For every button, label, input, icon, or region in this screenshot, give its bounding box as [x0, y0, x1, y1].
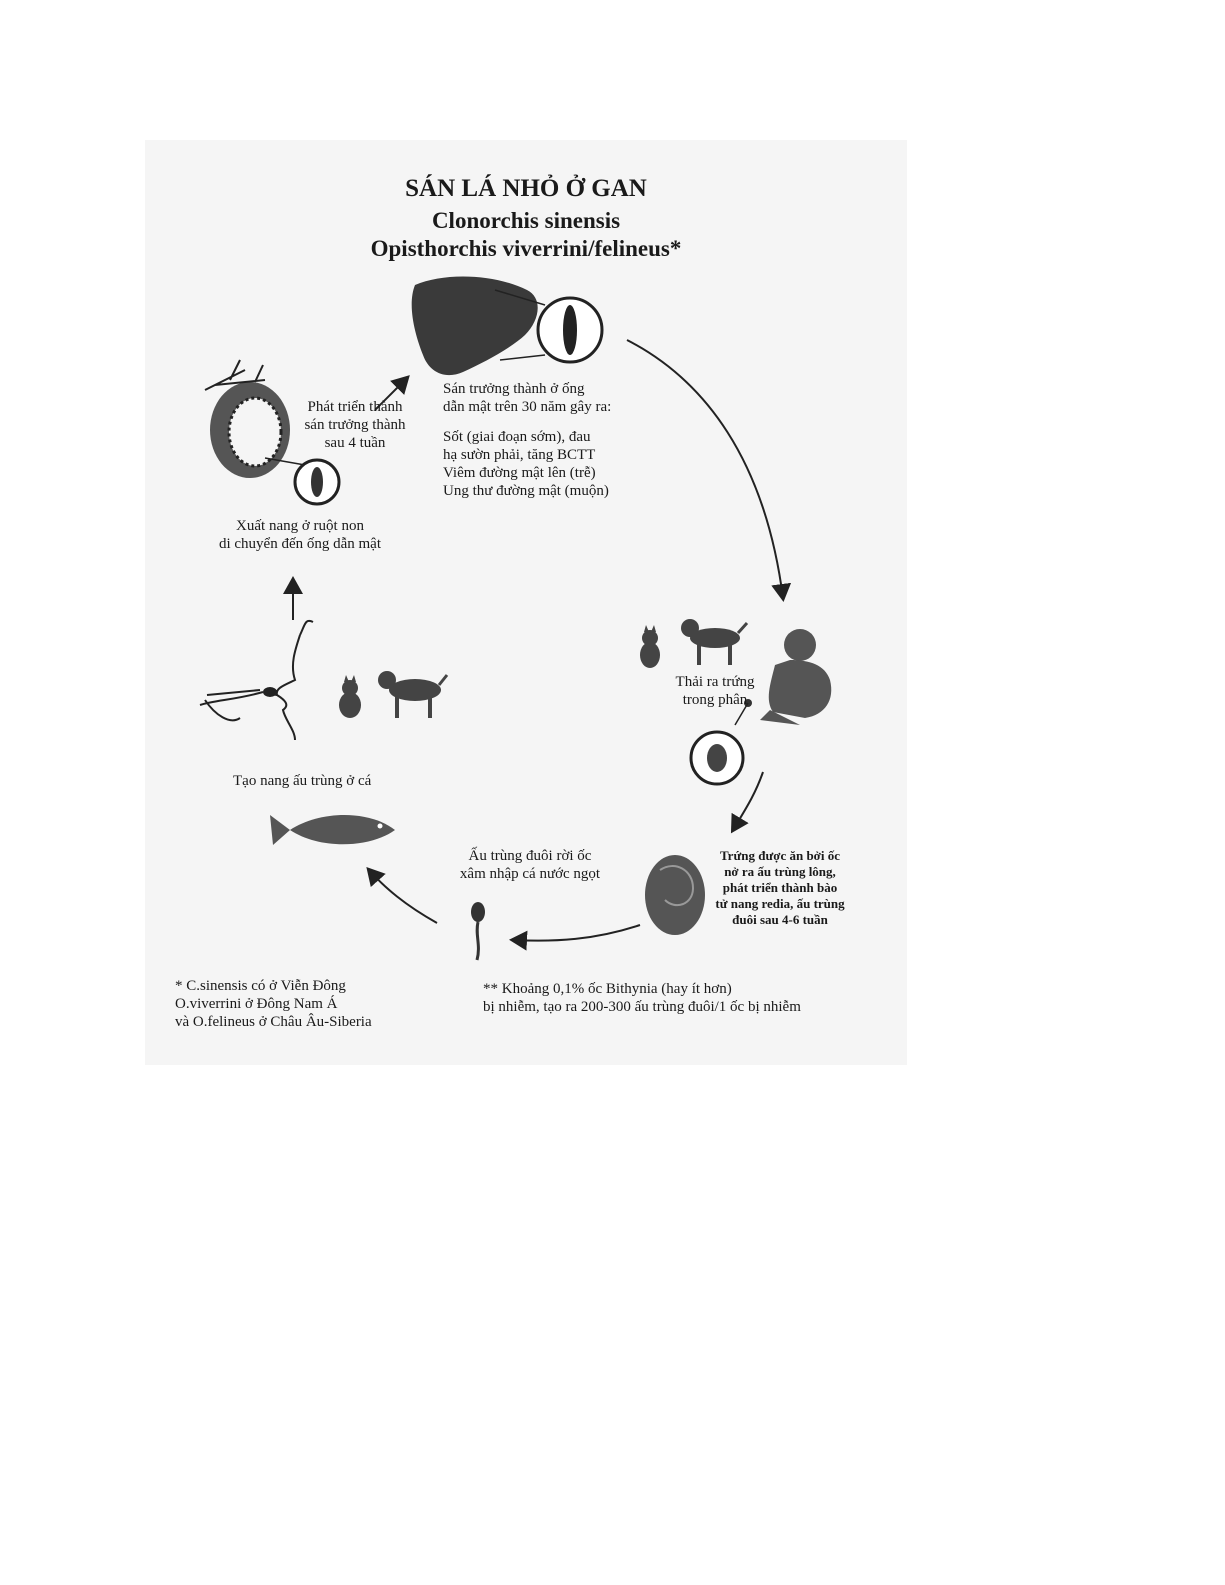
snail-icon — [645, 855, 705, 935]
arrow-snail-to-cercaria — [513, 925, 640, 941]
develop-stage-label: Phát triển thành sán trưởng thành sau 4 tuần — [304, 399, 406, 451]
adult-stage-label: Sán trưởng thành ở ống dẫn mật trên 30 năm gây ra: — [443, 381, 612, 415]
excystation-label: Xuất nang ở ruột non di chuyển đến ống dẫn mật — [218, 518, 382, 552]
fish-cyst-label: Tạo nang ấu trùng ở cá — [233, 773, 372, 789]
arrow-egg-to-snail — [733, 772, 763, 830]
species-name-2: Opisthorchis viverrini/felineus* — [370, 236, 682, 261]
cat-icon — [339, 675, 361, 718]
dog-icon — [681, 619, 747, 665]
adult-effects-list: Sốt (giai đoạn sớm), đau hạ sườn phải, tăng BCTT Viêm đường mật lên (trễ) Ung thư đường mật (muộn) — [443, 429, 609, 499]
arrow-cercaria-to-fish — [369, 870, 437, 923]
diagram-title: SÁN LÁ NHỎ Ở GAN — [405, 175, 647, 202]
snail-stage-label: Trứng được ăn bởi ốc nở ra ấu trùng lông, phát triển thành bào tử nang redia, ấu trùng đuôi sau 4-6 tuần — [715, 848, 845, 927]
species-name-1: Clonorchis sinensis — [431, 208, 621, 233]
cercaria-icon — [471, 902, 485, 960]
human-eating-raw-fish-icon — [200, 621, 313, 740]
fish-icon — [270, 815, 395, 845]
footnote-distribution: * C.sinensis có ở Viễn Đông O.viverrini ở Đông Nam Á và O.felineus ở Châu Âu-Siberia — [175, 978, 372, 1030]
eggs-shed-label: Thải ra trứng trong phân — [675, 674, 755, 708]
liver-icon — [412, 276, 538, 375]
arrow-liver-to-human — [627, 340, 783, 598]
dog-icon — [378, 671, 447, 718]
cercaria-label: Ấu trùng đuôi rời ốc xâm nhập cá nước ngọt — [459, 848, 601, 882]
life-cycle-figure — [145, 140, 907, 1065]
footnote-snail-infection: ** Khoảng 0,1% ốc Bithynia (hay ít hơn) bị nhiễm, tạo ra 200-300 ấu trùng đuôi/1 ốc bị nhiễm — [483, 981, 801, 1015]
cat-icon — [640, 625, 660, 668]
